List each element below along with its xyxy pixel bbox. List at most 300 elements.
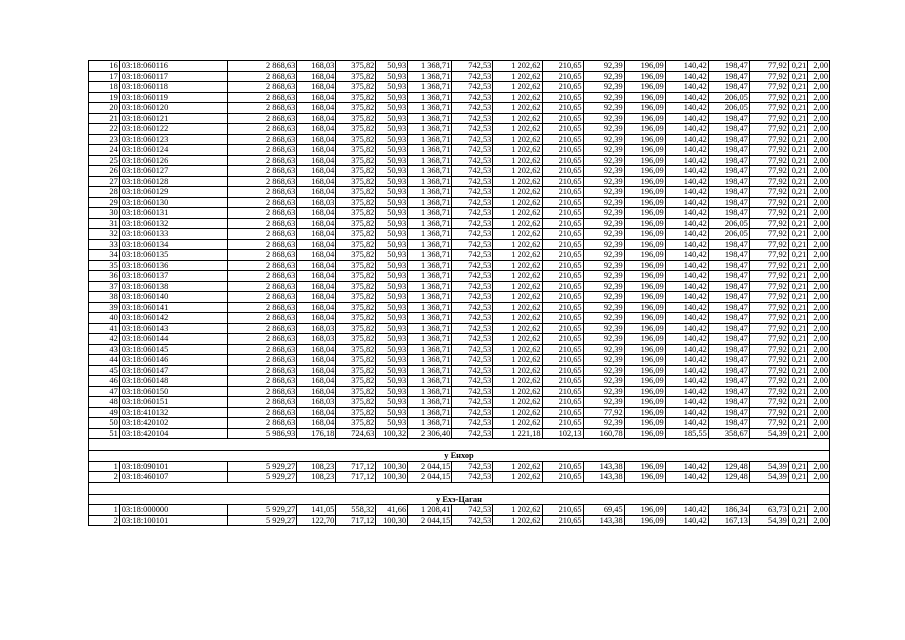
value-cell: 1 368,71 — [408, 71, 452, 82]
value-cell: 717,12 — [336, 515, 376, 526]
value-cell: 742,53 — [452, 407, 493, 418]
value-cell: 77,92 — [749, 376, 788, 387]
value-cell: 1 368,71 — [408, 302, 452, 313]
value-cell: 2 868,63 — [227, 218, 297, 229]
value-cell: 1 202,62 — [493, 134, 542, 145]
value-cell: 210,65 — [542, 166, 583, 177]
value-cell: 0,21 — [788, 472, 808, 483]
value-cell: 0,21 — [788, 134, 808, 145]
row-number-cell: 2 — [89, 515, 120, 526]
value-cell: 92,39 — [583, 418, 624, 429]
value-cell: 198,47 — [708, 281, 749, 292]
value-cell: 742,53 — [452, 271, 493, 282]
value-cell: 140,42 — [665, 302, 708, 313]
cadastral-code-cell: 03:18:060147 — [119, 365, 227, 376]
value-cell: 198,47 — [708, 271, 749, 282]
table-row — [89, 323, 830, 334]
value-cell: 77,92 — [749, 197, 788, 208]
row-number-cell: 1 — [89, 505, 120, 516]
value-cell: 0,21 — [788, 197, 808, 208]
value-cell: 196,09 — [624, 229, 665, 240]
value-cell: 1 368,71 — [408, 250, 452, 261]
table-row — [89, 92, 830, 103]
value-cell: 0,21 — [788, 292, 808, 303]
value-cell: 375,82 — [336, 397, 376, 408]
value-cell: 2,00 — [808, 197, 830, 208]
value-cell: 140,42 — [665, 407, 708, 418]
cadastral-code-cell: 03:18:060118 — [119, 82, 227, 93]
table-row — [89, 365, 830, 376]
value-cell: 0,21 — [788, 281, 808, 292]
value-cell: 1 202,62 — [493, 461, 542, 472]
value-cell: 77,92 — [749, 418, 788, 429]
table-row — [89, 113, 830, 124]
value-cell: 742,53 — [452, 187, 493, 198]
value-cell: 210,65 — [542, 302, 583, 313]
value-cell: 50,93 — [376, 61, 408, 72]
value-cell: 198,47 — [708, 418, 749, 429]
value-cell: 168,03 — [297, 397, 336, 408]
value-cell: 1 202,62 — [493, 407, 542, 418]
value-cell: 742,53 — [452, 61, 493, 72]
value-cell: 742,53 — [452, 155, 493, 166]
table-row — [89, 187, 830, 198]
value-cell: 1 368,71 — [408, 176, 452, 187]
cadastral-code-cell: 03:18:060143 — [119, 323, 227, 334]
row-number-cell: 25 — [89, 155, 120, 166]
value-cell: 198,47 — [708, 250, 749, 261]
value-cell: 210,65 — [542, 260, 583, 271]
value-cell: 92,39 — [583, 103, 624, 114]
value-cell: 2,00 — [808, 92, 830, 103]
value-cell: 742,53 — [452, 505, 493, 516]
value-cell: 92,39 — [583, 145, 624, 156]
value-cell: 77,92 — [749, 260, 788, 271]
cadastral-code-cell: 03:18:060127 — [119, 166, 227, 177]
value-cell: 1 368,71 — [408, 344, 452, 355]
value-cell: 1 368,71 — [408, 376, 452, 387]
value-cell: 168,04 — [297, 92, 336, 103]
value-cell: 50,93 — [376, 365, 408, 376]
value-cell: 0,21 — [788, 218, 808, 229]
table-row — [89, 428, 830, 439]
value-cell: 0,21 — [788, 208, 808, 219]
value-cell: 1 202,62 — [493, 218, 542, 229]
value-cell: 196,09 — [624, 428, 665, 439]
value-cell: 210,65 — [542, 505, 583, 516]
value-cell: 1 208,41 — [408, 505, 452, 516]
value-cell: 50,93 — [376, 208, 408, 219]
value-cell: 1 202,62 — [493, 271, 542, 282]
value-cell: 210,65 — [542, 355, 583, 366]
value-cell: 77,92 — [583, 407, 624, 418]
value-cell: 168,04 — [297, 271, 336, 282]
value-cell: 92,39 — [583, 344, 624, 355]
table-row — [89, 82, 830, 93]
value-cell: 375,82 — [336, 376, 376, 387]
row-number-cell: 34 — [89, 250, 120, 261]
value-cell: 0,21 — [788, 155, 808, 166]
value-cell: 1 202,62 — [493, 61, 542, 72]
value-cell: 2 868,63 — [227, 302, 297, 313]
value-cell: 198,47 — [708, 334, 749, 345]
value-cell: 2,00 — [808, 397, 830, 408]
value-cell: 196,09 — [624, 176, 665, 187]
value-cell: 742,53 — [452, 302, 493, 313]
value-cell: 1 202,62 — [493, 124, 542, 135]
value-cell: 210,65 — [542, 407, 583, 418]
value-cell: 210,65 — [542, 155, 583, 166]
value-cell: 2 868,63 — [227, 71, 297, 82]
value-cell: 742,53 — [452, 197, 493, 208]
value-cell: 210,65 — [542, 61, 583, 72]
value-cell: 2,00 — [808, 376, 830, 387]
value-cell: 196,09 — [624, 260, 665, 271]
row-number-cell: 37 — [89, 281, 120, 292]
value-cell: 206,05 — [708, 229, 749, 240]
value-cell: 186,34 — [708, 505, 749, 516]
table-row — [89, 145, 830, 156]
row-number-cell: 19 — [89, 92, 120, 103]
value-cell: 1 368,71 — [408, 113, 452, 124]
value-cell: 2 868,63 — [227, 229, 297, 240]
value-cell: 375,82 — [336, 229, 376, 240]
value-cell: 129,48 — [708, 472, 749, 483]
row-number-cell: 23 — [89, 134, 120, 145]
value-cell: 717,12 — [336, 461, 376, 472]
value-cell: 77,92 — [749, 134, 788, 145]
table-row — [89, 313, 830, 324]
value-cell: 0,21 — [788, 260, 808, 271]
value-cell: 168,04 — [297, 218, 336, 229]
value-cell: 140,42 — [665, 124, 708, 135]
group-3-rows — [89, 505, 830, 526]
value-cell: 77,92 — [749, 334, 788, 345]
value-cell: 198,47 — [708, 313, 749, 324]
value-cell: 742,53 — [452, 71, 493, 82]
value-cell: 140,42 — [665, 134, 708, 145]
value-cell: 210,65 — [542, 461, 583, 472]
row-number-cell: 51 — [89, 428, 120, 439]
value-cell: 77,92 — [749, 250, 788, 261]
value-cell: 0,21 — [788, 187, 808, 198]
value-cell: 2,00 — [808, 208, 830, 219]
row-number-cell: 1 — [89, 461, 120, 472]
value-cell: 2 868,63 — [227, 166, 297, 177]
value-cell: 2 868,63 — [227, 260, 297, 271]
value-cell: 1 368,71 — [408, 103, 452, 114]
value-cell: 50,93 — [376, 155, 408, 166]
value-cell: 198,47 — [708, 355, 749, 366]
row-number-cell: 47 — [89, 386, 120, 397]
value-cell: 210,65 — [542, 386, 583, 397]
row-number-cell: 29 — [89, 197, 120, 208]
cadastral-code-cell: 03:18:060142 — [119, 313, 227, 324]
value-cell: 50,93 — [376, 71, 408, 82]
value-cell: 198,47 — [708, 323, 749, 334]
value-cell: 185,55 — [665, 428, 708, 439]
value-cell: 140,42 — [665, 250, 708, 261]
value-cell: 2,00 — [808, 302, 830, 313]
value-cell: 1 368,71 — [408, 323, 452, 334]
value-cell: 210,65 — [542, 344, 583, 355]
value-cell: 2,00 — [808, 505, 830, 516]
value-cell: 2 868,63 — [227, 407, 297, 418]
value-cell: 742,53 — [452, 515, 493, 526]
row-number-cell: 26 — [89, 166, 120, 177]
value-cell: 77,92 — [749, 229, 788, 240]
value-cell: 2,00 — [808, 407, 830, 418]
value-cell: 196,09 — [624, 407, 665, 418]
value-cell: 2 868,63 — [227, 386, 297, 397]
value-cell: 1 368,71 — [408, 355, 452, 366]
value-cell: 0,21 — [788, 302, 808, 313]
value-cell: 5 929,27 — [227, 505, 297, 516]
cadastral-code-cell: 03:18:060128 — [119, 176, 227, 187]
value-cell: 77,92 — [749, 145, 788, 156]
value-cell: 196,09 — [624, 82, 665, 93]
row-number-cell: 49 — [89, 407, 120, 418]
value-cell: 168,04 — [297, 313, 336, 324]
value-cell: 2,00 — [808, 71, 830, 82]
value-cell: 2 868,63 — [227, 155, 297, 166]
value-cell: 210,65 — [542, 365, 583, 376]
table-row — [89, 239, 830, 250]
value-cell: 143,38 — [583, 472, 624, 483]
value-cell: 196,09 — [624, 208, 665, 219]
value-cell: 742,53 — [452, 428, 493, 439]
value-cell: 54,39 — [749, 515, 788, 526]
value-cell: 198,47 — [708, 61, 749, 72]
value-cell: 210,65 — [542, 134, 583, 145]
value-cell: 77,92 — [749, 187, 788, 198]
value-cell: 206,05 — [708, 103, 749, 114]
cadastral-code-cell: 03:18:060120 — [119, 103, 227, 114]
value-cell: 50,93 — [376, 260, 408, 271]
value-cell: 50,93 — [376, 271, 408, 282]
table-row — [89, 208, 830, 219]
value-cell: 143,38 — [583, 515, 624, 526]
value-cell: 724,63 — [336, 428, 376, 439]
value-cell: 50,93 — [376, 355, 408, 366]
value-cell: 50,93 — [376, 187, 408, 198]
value-cell: 742,53 — [452, 134, 493, 145]
row-number-cell: 24 — [89, 145, 120, 156]
value-cell: 140,42 — [665, 239, 708, 250]
value-cell: 375,82 — [336, 197, 376, 208]
value-cell: 742,53 — [452, 355, 493, 366]
row-number-cell: 28 — [89, 187, 120, 198]
value-cell: 198,47 — [708, 197, 749, 208]
value-cell: 742,53 — [452, 344, 493, 355]
value-cell: 742,53 — [452, 472, 493, 483]
value-cell: 2,00 — [808, 124, 830, 135]
value-cell: 198,47 — [708, 145, 749, 156]
value-cell: 210,65 — [542, 124, 583, 135]
value-cell: 63,73 — [749, 505, 788, 516]
value-cell: 375,82 — [336, 344, 376, 355]
value-cell: 2 868,63 — [227, 355, 297, 366]
value-cell: 375,82 — [336, 365, 376, 376]
value-cell: 92,39 — [583, 260, 624, 271]
value-cell: 2 868,63 — [227, 250, 297, 261]
cadastral-code-cell: 03:18:060146 — [119, 355, 227, 366]
value-cell: 140,42 — [665, 376, 708, 387]
value-cell: 742,53 — [452, 281, 493, 292]
value-cell: 2 868,63 — [227, 124, 297, 135]
value-cell: 168,04 — [297, 229, 336, 240]
value-cell: 92,39 — [583, 155, 624, 166]
value-cell: 198,47 — [708, 155, 749, 166]
value-cell: 5 929,27 — [227, 461, 297, 472]
value-cell: 143,38 — [583, 461, 624, 472]
value-cell: 1 368,71 — [408, 271, 452, 282]
value-cell: 375,82 — [336, 334, 376, 345]
cadastral-code-cell: 03:18:000000 — [119, 505, 227, 516]
value-cell: 1 368,71 — [408, 134, 452, 145]
value-cell: 77,92 — [749, 103, 788, 114]
value-cell: 50,93 — [376, 218, 408, 229]
value-cell: 168,04 — [297, 281, 336, 292]
value-cell: 168,04 — [297, 82, 336, 93]
value-cell: 210,65 — [542, 239, 583, 250]
cadastral-code-cell: 03:18:090101 — [119, 461, 227, 472]
value-cell: 92,39 — [583, 271, 624, 282]
cadastral-code-cell: 03:18:060138 — [119, 281, 227, 292]
table-row — [89, 197, 830, 208]
value-cell: 0,21 — [788, 250, 808, 261]
value-cell: 210,65 — [542, 250, 583, 261]
value-cell: 198,47 — [708, 124, 749, 135]
value-cell: 2 868,63 — [227, 334, 297, 345]
value-cell: 167,13 — [708, 515, 749, 526]
table-row — [89, 124, 830, 135]
value-cell: 50,93 — [376, 239, 408, 250]
value-cell: 2 868,63 — [227, 376, 297, 387]
value-cell: 50,93 — [376, 281, 408, 292]
value-cell: 196,09 — [624, 292, 665, 303]
row-number-cell: 48 — [89, 397, 120, 408]
value-cell: 1 202,62 — [493, 292, 542, 303]
value-cell: 140,42 — [665, 515, 708, 526]
value-cell: 1 202,62 — [493, 376, 542, 387]
value-cell: 140,42 — [665, 145, 708, 156]
value-cell: 375,82 — [336, 250, 376, 261]
value-cell: 92,39 — [583, 365, 624, 376]
value-cell: 140,42 — [665, 281, 708, 292]
value-cell: 1 202,62 — [493, 239, 542, 250]
value-cell: 198,47 — [708, 344, 749, 355]
value-cell: 2 868,63 — [227, 271, 297, 282]
value-cell: 140,42 — [665, 92, 708, 103]
value-cell: 1 202,62 — [493, 103, 542, 114]
row-number-cell: 46 — [89, 376, 120, 387]
value-cell: 2 868,63 — [227, 397, 297, 408]
table-row — [89, 505, 830, 516]
value-cell: 1 202,62 — [493, 302, 542, 313]
value-cell: 77,92 — [749, 313, 788, 324]
table-row — [89, 302, 830, 313]
value-cell: 210,65 — [542, 208, 583, 219]
cadastral-code-cell: 03:18:060151 — [119, 397, 227, 408]
value-cell: 140,42 — [665, 187, 708, 198]
value-cell: 0,21 — [788, 407, 808, 418]
value-cell: 0,21 — [788, 61, 808, 72]
value-cell: 0,21 — [788, 505, 808, 516]
value-cell: 168,04 — [297, 187, 336, 198]
value-cell: 742,53 — [452, 166, 493, 177]
value-cell: 140,42 — [665, 334, 708, 345]
value-cell: 77,92 — [749, 302, 788, 313]
value-cell: 1 202,62 — [493, 323, 542, 334]
value-cell: 92,39 — [583, 134, 624, 145]
value-cell: 50,93 — [376, 313, 408, 324]
value-cell: 1 202,62 — [493, 92, 542, 103]
value-cell: 2 044,15 — [408, 472, 452, 483]
value-cell: 742,53 — [452, 176, 493, 187]
value-cell: 77,92 — [749, 208, 788, 219]
value-cell: 2 868,63 — [227, 208, 297, 219]
value-cell: 2 868,63 — [227, 176, 297, 187]
value-cell: 375,82 — [336, 355, 376, 366]
value-cell: 140,42 — [665, 292, 708, 303]
value-cell: 1 202,62 — [493, 313, 542, 324]
value-cell: 196,09 — [624, 386, 665, 397]
section-title: у Енхор — [89, 451, 830, 462]
value-cell: 0,21 — [788, 124, 808, 135]
value-cell: 1 221,18 — [493, 428, 542, 439]
value-cell: 140,42 — [665, 323, 708, 334]
row-number-cell: 39 — [89, 302, 120, 313]
value-cell: 168,04 — [297, 208, 336, 219]
table-row — [89, 344, 830, 355]
value-cell: 2,00 — [808, 292, 830, 303]
value-cell: 92,39 — [583, 218, 624, 229]
cadastral-code-cell: 03:18:410132 — [119, 407, 227, 418]
value-cell: 742,53 — [452, 334, 493, 345]
value-cell: 140,42 — [665, 218, 708, 229]
row-number-cell: 45 — [89, 365, 120, 376]
value-cell: 92,39 — [583, 113, 624, 124]
value-cell: 92,39 — [583, 208, 624, 219]
value-cell: 375,82 — [336, 302, 376, 313]
value-cell: 92,39 — [583, 124, 624, 135]
cadastral-code-cell: 03:18:060117 — [119, 71, 227, 82]
value-cell: 2 868,63 — [227, 187, 297, 198]
value-cell: 375,82 — [336, 71, 376, 82]
value-cell: 77,92 — [749, 323, 788, 334]
value-cell: 196,09 — [624, 166, 665, 177]
value-cell: 1 202,62 — [493, 82, 542, 93]
value-cell: 2,00 — [808, 176, 830, 187]
value-cell: 0,21 — [788, 418, 808, 429]
value-cell: 1 202,62 — [493, 229, 542, 240]
value-cell: 1 202,62 — [493, 365, 542, 376]
table-row — [89, 71, 830, 82]
value-cell: 168,04 — [297, 250, 336, 261]
row-number-cell: 40 — [89, 313, 120, 324]
value-cell: 100,30 — [376, 472, 408, 483]
value-cell: 50,93 — [376, 229, 408, 240]
value-cell: 742,53 — [452, 386, 493, 397]
cadastral-code-cell: 03:18:060130 — [119, 197, 227, 208]
value-cell: 102,13 — [542, 428, 583, 439]
value-cell: 2,00 — [808, 428, 830, 439]
row-number-cell: 42 — [89, 334, 120, 345]
table-row — [89, 281, 830, 292]
value-cell: 108,23 — [297, 461, 336, 472]
value-cell: 198,47 — [708, 376, 749, 387]
